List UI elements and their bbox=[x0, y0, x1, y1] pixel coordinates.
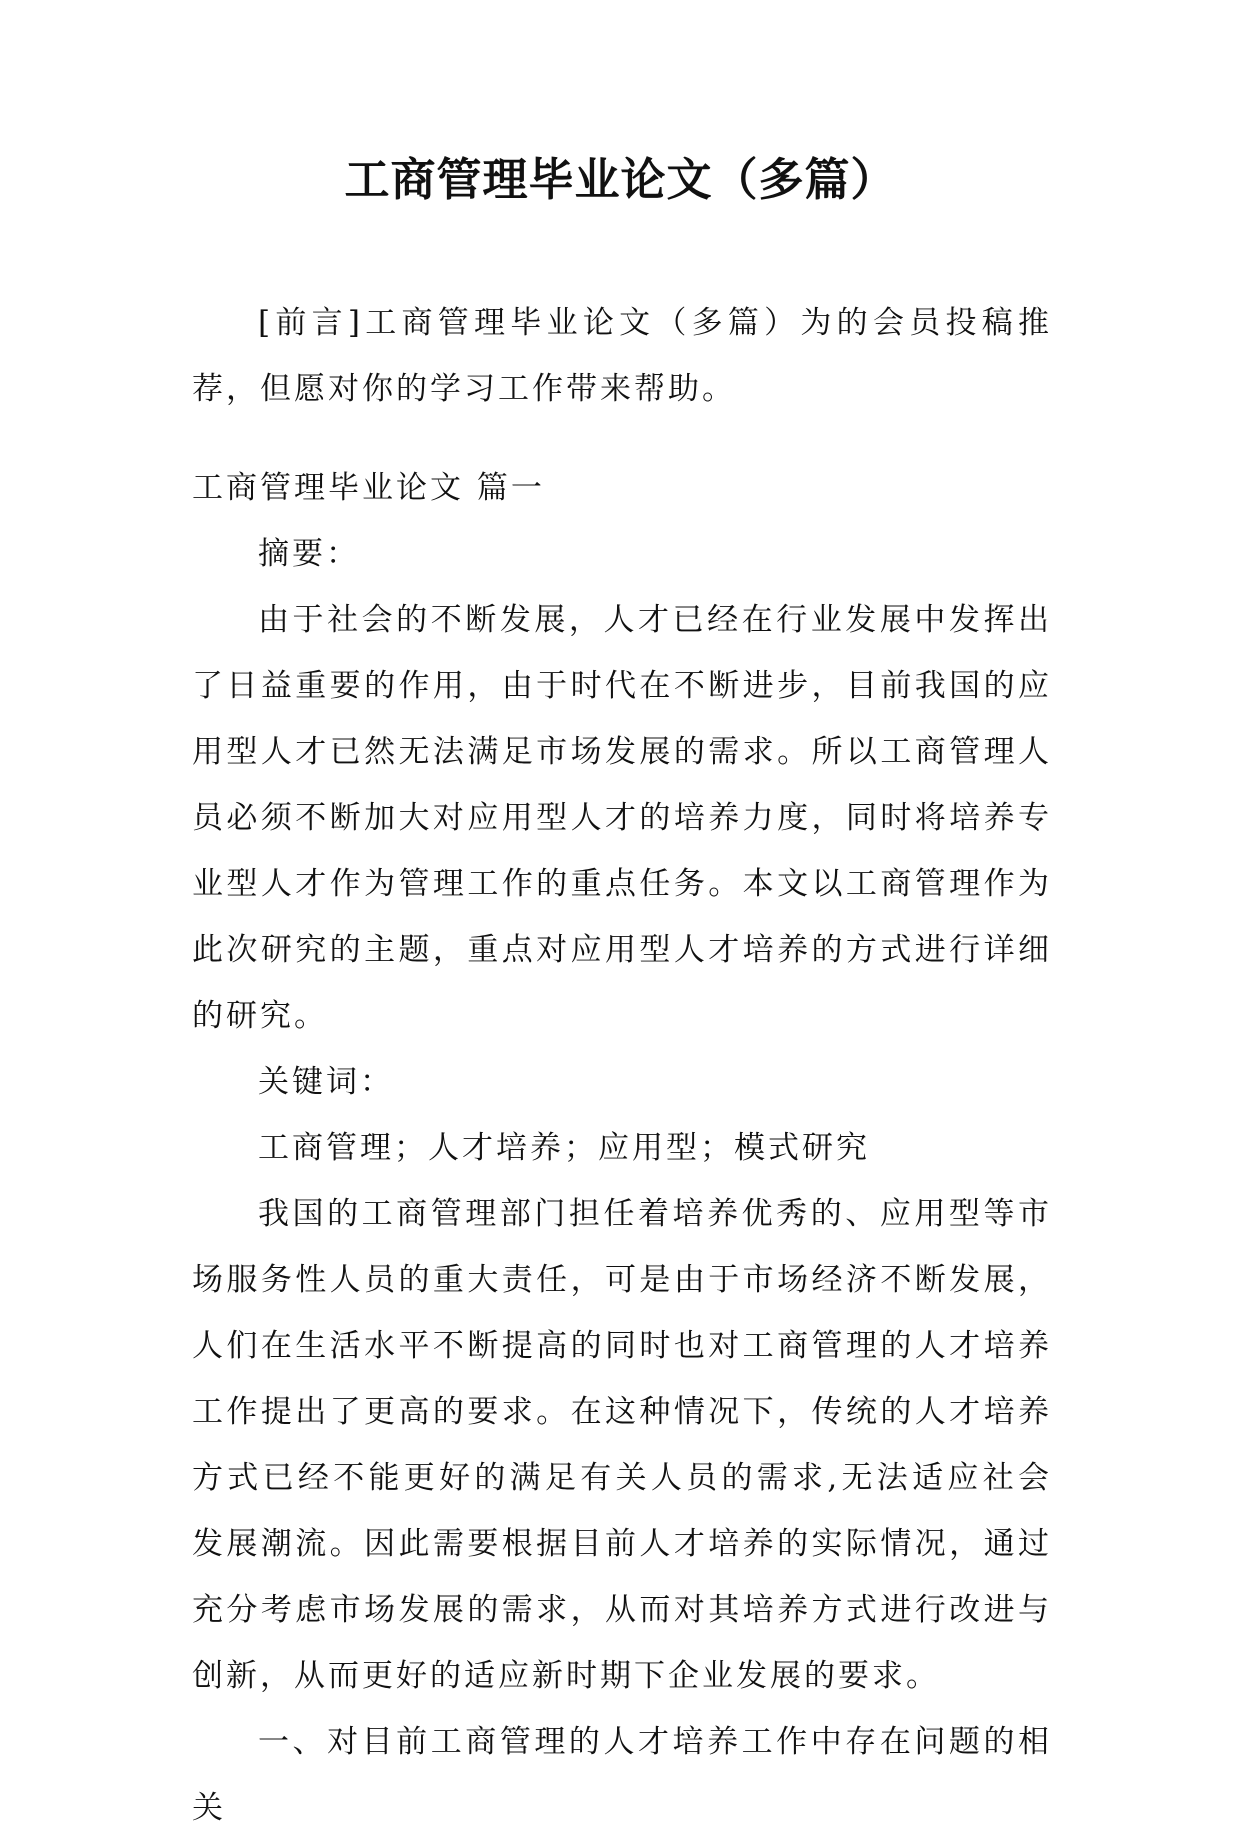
preface-block bbox=[192, 290, 1052, 422]
intro-paragraph: 我国的工商管理部门担任着培养优秀的、应用型等市场服务性人员的重大责任，可是由于市场经济不断发展，人们在生活水平不断提高的同时也对工商管理的人才培养工作提出了更高的要求。在这种情况下，传统的人才培养方式已经不能更好的满足有关人员的需求,无法适应社会发展潮流。因此需要根据目前人才培养的实际情况，通过充分考虑市场发展的需求，从而对其培养方式进行改进与创新，从而更好的适应新时期下企业发展的要求。 bbox=[192, 1196, 1052, 1694]
abstract-label: 摘要： bbox=[258, 536, 360, 572]
section-heading: 工商管理毕业论文 篇一 bbox=[192, 470, 545, 506]
main-content bbox=[192, 455, 1052, 1841]
section-one-heading: 一、对目前工商管理的人才培养工作中存在问题的相关 bbox=[192, 1724, 1052, 1826]
preface-paragraph: [前言]工商管理毕业论文（多篇）为的会员投稿推荐，但愿对你的学习工作带来帮助。 bbox=[192, 305, 1052, 407]
document-title: 工商管理毕业论文（多篇） bbox=[344, 153, 897, 206]
abstract-paragraph: 由于社会的不断发展，人才已经在行业发展中发挥出了日益重要的作用，由于时代在不断进步，目前我国的应用型人才已然无法满足市场发展的需求。所以工商管理人员必须不断加大对应用型人才的培养力度，同时将培养专业型人才作为管理工作的重点任务。本文以工商管理作为此次研究的主题，重点对应用型人才培养的方式进行详细的研究。 bbox=[192, 602, 1052, 1034]
keywords-paragraph: 工商管理；人才培养；应用型；模式研究 bbox=[258, 1130, 870, 1166]
keywords-label: 关键词： bbox=[258, 1064, 394, 1100]
